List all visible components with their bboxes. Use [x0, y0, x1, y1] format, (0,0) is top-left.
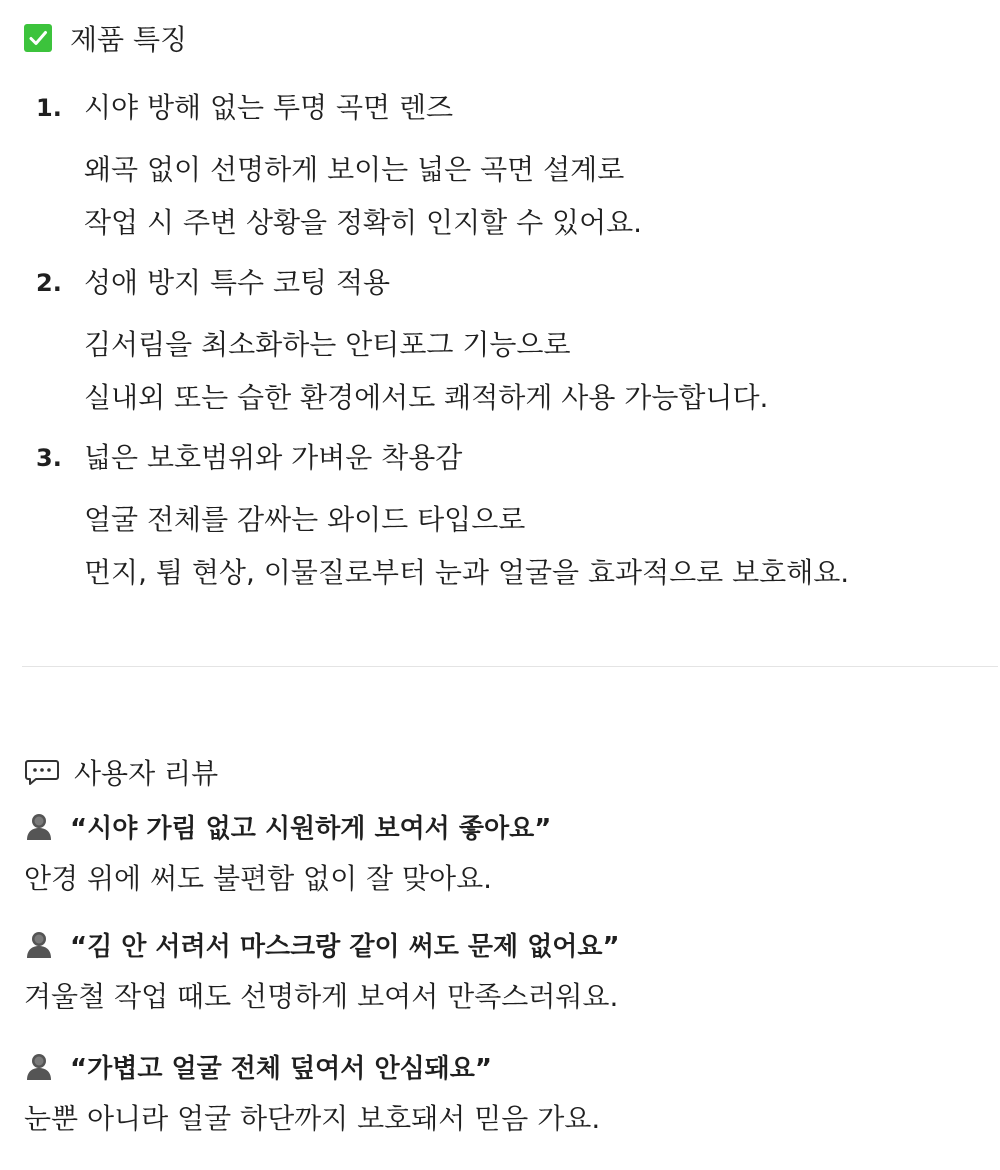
review-quote-row [24, 1046, 984, 1086]
check-mark-icon [24, 24, 52, 52]
feature-item-3 [36, 440, 986, 599]
feature-description-line: 왜곡 없이 선명하게 보이는 넓은 곡면 설계로 [84, 153, 625, 186]
review-quote: “시야 가림 없고 시원하게 보여서 좋아요” [70, 813, 552, 844]
review-body: 눈뿐 아니라 얼굴 하단까지 보호돼서 믿음 가요. [24, 1102, 601, 1135]
person-icon [24, 1051, 54, 1081]
review-quote: “가볍고 얼굴 전체 덮여서 안심돼요” [70, 1053, 493, 1084]
feature-description-line: 먼지, 튐 현상, 이물질로부터 눈과 얼굴을 효과적으로 보호해요. [84, 556, 850, 589]
features-heading-text: 제품 특징 [70, 23, 188, 56]
feature-title: 시야 방해 없는 투명 곡면 렌즈 [84, 91, 454, 124]
reviews-heading-text: 사용자 리뷰 [74, 757, 219, 790]
review-quote: “김 안 서려서 마스크랑 같이 써도 문제 없어요” [70, 931, 620, 962]
person-icon [24, 811, 54, 841]
feature-list [36, 90, 986, 615]
feature-number: 2. [36, 269, 62, 297]
section-divider [22, 666, 998, 667]
review-body: 겨울철 작업 때도 선명하게 보여서 만족스러워요. [24, 980, 619, 1013]
review-item-1 [24, 806, 984, 899]
features-heading [24, 18, 187, 58]
review-item-2 [24, 924, 984, 1017]
feature-number: 3. [36, 444, 62, 472]
feature-title: 넓은 보호범위와 가벼운 착용감 [84, 441, 463, 474]
person-icon [24, 929, 54, 959]
feature-description-line: 실내외 또는 습한 환경에서도 쾌적하게 사용 가능합니다. [84, 381, 769, 414]
review-body: 안경 위에 써도 불편함 없이 잘 맞아요. [24, 862, 493, 895]
review-quote-row [24, 806, 984, 846]
speech-bubble-icon [24, 758, 60, 786]
feature-item-2 [36, 265, 986, 424]
feature-number: 1. [36, 94, 62, 122]
review-quote-row [24, 924, 984, 964]
feature-item-1 [36, 90, 986, 249]
feature-description-line: 작업 시 주변 상황을 정확히 인지할 수 있어요. [84, 206, 643, 239]
feature-title: 성애 방지 특수 코팅 적용 [84, 266, 391, 299]
feature-description-line: 김서림을 최소화하는 안티포그 기능으로 [84, 328, 571, 361]
reviews-heading [24, 752, 218, 792]
feature-description-line: 얼굴 전체를 감싸는 와이드 타입으로 [84, 503, 526, 536]
review-item-3 [24, 1046, 984, 1139]
